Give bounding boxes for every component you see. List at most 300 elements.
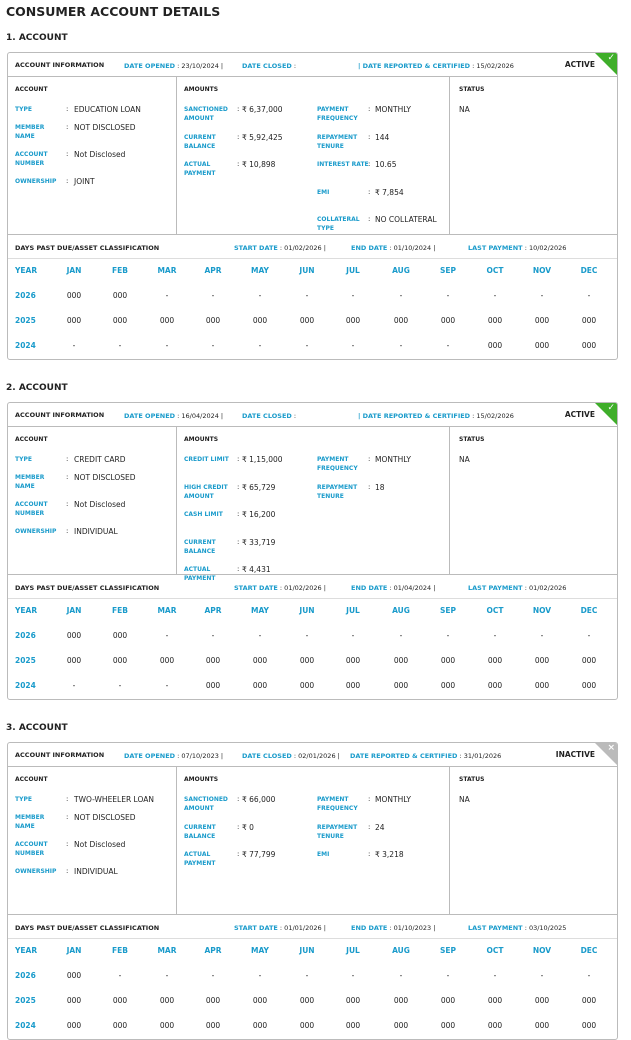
dpd-cell: 000 bbox=[159, 1021, 175, 1030]
dpd-cell: - bbox=[165, 681, 169, 690]
amounts-column-heading: AMOUNTS bbox=[184, 86, 219, 93]
dpd-cell: 000 bbox=[252, 681, 268, 690]
amount-field-value: ₹ 10,898 bbox=[242, 160, 276, 169]
dpd-cell: 000 bbox=[534, 341, 550, 350]
dpd-cell: 000 bbox=[252, 1021, 268, 1030]
dpd-row bbox=[8, 309, 617, 334]
dpd-row bbox=[8, 964, 617, 989]
status-value: NA bbox=[459, 795, 470, 804]
dpd-cell: 000 bbox=[299, 681, 315, 690]
dpd-cell: - bbox=[493, 971, 497, 980]
last-payment-value: : 03/10/2025 bbox=[522, 924, 567, 932]
colon: : bbox=[66, 500, 69, 508]
status-value: NA bbox=[459, 105, 470, 114]
colon: : bbox=[66, 150, 69, 158]
month-heading: NOV bbox=[532, 946, 552, 955]
dpd-cell: 000 bbox=[112, 316, 128, 325]
account-field-value: INDIVIDUAL bbox=[74, 867, 118, 876]
amount-field-value: ₹ 65,729 bbox=[242, 482, 276, 492]
amount-field-label: CURRENT BALANCE bbox=[184, 133, 216, 150]
dpd-cell: 000 bbox=[487, 681, 503, 690]
dpd-row bbox=[8, 624, 617, 649]
section-title: 1. ACCOUNT bbox=[6, 33, 68, 43]
amount-field-label: INTEREST RATE bbox=[317, 161, 369, 168]
dpd-cell: - bbox=[587, 971, 591, 980]
dpd-row bbox=[8, 284, 617, 309]
dpd-year: 2026 bbox=[15, 971, 36, 980]
account-field-label: ACCOUNT NUMBER bbox=[15, 501, 48, 517]
date-opened-label: DATE OPENED bbox=[124, 412, 176, 420]
dpd-cell: - bbox=[351, 341, 355, 350]
dpd-start-date bbox=[234, 924, 326, 932]
dpd-cell: 000 bbox=[66, 971, 82, 980]
amount-field-label: HIGH CREDIT AMOUNT bbox=[184, 483, 228, 500]
date-opened bbox=[124, 62, 223, 70]
dpd-year: 2025 bbox=[15, 656, 36, 665]
amount-field-value: MONTHLY bbox=[375, 455, 411, 464]
dpd-title: DAYS PAST DUE/ASSET CLASSIFICATION bbox=[15, 924, 160, 932]
dpd-cell: 000 bbox=[252, 656, 268, 665]
dpd-cell: 000 bbox=[252, 316, 268, 325]
status-column-heading: STATUS bbox=[459, 776, 485, 783]
last-payment-value: : 01/02/2026 bbox=[522, 584, 567, 592]
month-heading: AUG bbox=[392, 266, 410, 275]
colon: : bbox=[368, 455, 371, 463]
amount-field-label: COLLATERAL TYPE bbox=[317, 216, 360, 232]
month-heading: FEB bbox=[112, 946, 128, 955]
dpd-cell: 000 bbox=[66, 656, 82, 665]
account-field-value: NOT DISCLOSED bbox=[74, 473, 136, 482]
colon: : bbox=[66, 123, 69, 131]
amount-field-value: ₹ 33,719 bbox=[242, 537, 276, 547]
colon: : bbox=[237, 105, 240, 113]
dpd-cell: - bbox=[118, 341, 122, 350]
month-heading: MAR bbox=[157, 606, 177, 615]
month-heading: JAN bbox=[66, 946, 82, 955]
date-opened-value: : 16/04/2024 | bbox=[175, 412, 224, 420]
dpd-cell: 000 bbox=[393, 1021, 409, 1030]
amount-field-label: CREDIT LIMIT bbox=[184, 456, 229, 463]
last-payment-label: LAST PAYMENT bbox=[468, 584, 523, 592]
dpd-cell: - bbox=[446, 631, 450, 640]
end-date-value: : 01/10/2023 | bbox=[387, 924, 436, 932]
dpd-cell: 000 bbox=[252, 996, 268, 1005]
date-reported-value: : 15/02/2026 bbox=[470, 62, 514, 70]
divider bbox=[449, 767, 450, 914]
colon: : bbox=[368, 482, 371, 491]
dpd-cell: 000 bbox=[345, 1021, 361, 1030]
dpd-cell: 000 bbox=[534, 656, 550, 665]
date-reported bbox=[350, 752, 501, 760]
end-date-label: END DATE bbox=[351, 924, 388, 932]
colon: : bbox=[368, 850, 371, 858]
colon: : bbox=[66, 840, 69, 848]
colon: : bbox=[66, 455, 69, 463]
amount-field-label: CURRENT BALANCE bbox=[184, 823, 216, 840]
dpd-cell: 000 bbox=[581, 316, 597, 325]
dpd-cell: - bbox=[587, 631, 591, 640]
date-reported-value: : 15/02/2026 bbox=[470, 412, 514, 420]
dpd-cell: - bbox=[399, 291, 403, 300]
amount-field-value: ₹ 16,200 bbox=[242, 510, 276, 519]
date-opened bbox=[124, 412, 223, 420]
amount-field-label: CURRENT BALANCE bbox=[184, 538, 216, 555]
dpd-cell: - bbox=[399, 631, 403, 640]
dpd-cell: 000 bbox=[112, 656, 128, 665]
dpd-cell: 000 bbox=[487, 1021, 503, 1030]
dpd-cell: - bbox=[540, 631, 544, 640]
amount-field-value: ₹ 7,854 bbox=[375, 187, 404, 197]
dpd-year: 2024 bbox=[15, 341, 36, 350]
amounts-column-heading: AMOUNTS bbox=[184, 776, 219, 783]
account-field-value: Not Disclosed bbox=[74, 840, 126, 849]
dpd-cell: 000 bbox=[440, 656, 456, 665]
divider bbox=[176, 427, 177, 574]
amount-field-value: ₹ 3,218 bbox=[375, 850, 404, 859]
amount-field-label: CASH LIMIT bbox=[184, 511, 223, 518]
account-field-label: OWNERSHIP bbox=[15, 868, 57, 875]
dpd-cell: 000 bbox=[440, 681, 456, 690]
dpd-cell: 000 bbox=[440, 316, 456, 325]
dpd-cell: 000 bbox=[66, 996, 82, 1005]
dpd-cell: - bbox=[258, 341, 262, 350]
month-heading: JUN bbox=[299, 266, 315, 275]
month-heading: JAN bbox=[66, 266, 82, 275]
month-heading: SEP bbox=[439, 606, 457, 615]
month-heading: JUL bbox=[346, 266, 360, 275]
dpd-cell: 000 bbox=[393, 656, 409, 665]
amount-field-label: EMI bbox=[317, 188, 330, 196]
month-heading: SEP bbox=[439, 266, 457, 275]
dpd-cell: 000 bbox=[487, 341, 503, 350]
dpd-row bbox=[8, 649, 617, 674]
account-information-label: ACCOUNT INFORMATION bbox=[15, 61, 105, 69]
dpd-header bbox=[8, 915, 617, 939]
start-date-label: START DATE bbox=[234, 244, 278, 252]
dpd-row bbox=[8, 989, 617, 1014]
amount-field-value: ₹ 77,799 bbox=[242, 850, 276, 859]
end-date-label: END DATE bbox=[351, 584, 388, 592]
dpd-cell: 000 bbox=[581, 656, 597, 665]
account-field-value: INDIVIDUAL bbox=[74, 527, 118, 536]
dpd-cell: - bbox=[165, 341, 169, 350]
date-closed-label: DATE CLOSED bbox=[242, 62, 292, 70]
colon: : bbox=[237, 795, 240, 803]
dpd-header bbox=[8, 235, 617, 259]
dpd-cell: - bbox=[399, 971, 403, 980]
dpd-cell: 000 bbox=[487, 656, 503, 665]
colon: : bbox=[66, 105, 69, 113]
amount-field-value: ₹ 5,92,425 bbox=[242, 132, 283, 142]
colon: : bbox=[66, 527, 69, 535]
amount-field-label: REPAYMENT TENURE bbox=[317, 133, 358, 150]
end-date-value: : 01/10/2024 | bbox=[387, 244, 436, 252]
dpd-cell: - bbox=[118, 971, 122, 980]
dpd-row bbox=[8, 1014, 617, 1039]
month-heading: JAN bbox=[66, 606, 82, 615]
dpd-cell: - bbox=[540, 971, 544, 980]
start-date-label: START DATE bbox=[234, 924, 278, 932]
start-date-value: : 01/01/2026 | bbox=[277, 924, 326, 932]
colon: : bbox=[237, 160, 240, 168]
month-heading: FEB bbox=[112, 606, 128, 615]
divider bbox=[449, 427, 450, 574]
amount-field-label: PAYMENT FREQUENCY bbox=[317, 456, 358, 472]
month-heading: MAY bbox=[251, 266, 269, 275]
dpd-cell: - bbox=[211, 341, 215, 350]
account-field-value: NOT DISCLOSED bbox=[74, 123, 136, 132]
amount-field-label: SANCTIONED AMOUNT bbox=[184, 796, 228, 812]
amount-field-label: PAYMENT FREQUENCY bbox=[317, 796, 358, 812]
date-opened-label: DATE OPENED bbox=[124, 62, 176, 70]
dpd-cell: - bbox=[446, 341, 450, 350]
dpd-cell: 000 bbox=[487, 316, 503, 325]
account-field-label: TYPE bbox=[15, 106, 32, 113]
dpd-cell: - bbox=[165, 291, 169, 300]
status-column-heading: STATUS bbox=[459, 436, 485, 443]
month-heading: AUG bbox=[392, 606, 410, 615]
dpd-cell: 000 bbox=[299, 996, 315, 1005]
dpd-cell: - bbox=[118, 681, 122, 690]
dpd-grid-header bbox=[8, 599, 617, 624]
dpd-cell: - bbox=[587, 291, 591, 300]
account-field-label: TYPE bbox=[15, 456, 32, 463]
dpd-cell: - bbox=[305, 971, 309, 980]
colon: : bbox=[368, 160, 371, 168]
amount-field-value: MONTHLY bbox=[375, 795, 411, 804]
account-field-value: JOINT bbox=[74, 177, 95, 186]
colon: : bbox=[237, 455, 240, 463]
amount-field-value: MONTHLY bbox=[375, 105, 411, 114]
dpd-title: DAYS PAST DUE/ASSET CLASSIFICATION bbox=[15, 584, 160, 592]
dpd-year: 2025 bbox=[15, 996, 36, 1005]
dpd-cell: 000 bbox=[66, 316, 82, 325]
account-field-value: TWO-WHEELER LOAN bbox=[74, 795, 154, 804]
account-column-heading: ACCOUNT bbox=[15, 86, 48, 93]
dpd-cell: 000 bbox=[205, 681, 221, 690]
amount-field-value: ₹ 66,000 bbox=[242, 795, 276, 804]
colon: : bbox=[237, 510, 240, 518]
dpd-cell: 000 bbox=[534, 1021, 550, 1030]
account-column-heading: ACCOUNT bbox=[15, 776, 48, 783]
dpd-cell: 000 bbox=[393, 996, 409, 1005]
dpd-year: 2024 bbox=[15, 681, 36, 690]
colon: : bbox=[237, 537, 240, 546]
dpd-cell: 000 bbox=[534, 316, 550, 325]
month-heading: MAY bbox=[251, 606, 269, 615]
account-details bbox=[8, 427, 617, 582]
year-heading: YEAR bbox=[15, 606, 38, 615]
account-card-header bbox=[8, 53, 617, 77]
date-opened-value: : 07/10/2023 | bbox=[175, 752, 224, 760]
start-date-value: : 01/02/2026 | bbox=[277, 244, 326, 252]
dpd-last-payment bbox=[468, 244, 566, 252]
dpd-cell: 000 bbox=[440, 1021, 456, 1030]
dpd-year: 2026 bbox=[15, 631, 36, 640]
account-card bbox=[7, 742, 618, 1040]
account-field-label: TYPE bbox=[15, 796, 32, 803]
divider bbox=[176, 767, 177, 914]
month-heading: FEB bbox=[112, 266, 128, 275]
account-field-label: MEMBER NAME bbox=[15, 814, 45, 830]
check-icon: ✓ bbox=[607, 53, 615, 63]
amount-field-label: REPAYMENT TENURE bbox=[317, 483, 358, 500]
dpd-cell: 000 bbox=[159, 316, 175, 325]
colon: : bbox=[66, 867, 69, 875]
dpd-last-payment bbox=[468, 584, 566, 592]
dpd-row bbox=[8, 334, 617, 359]
dpd-cell: - bbox=[211, 971, 215, 980]
last-payment-value: : 10/02/2026 bbox=[522, 244, 567, 252]
dpd-cell: 000 bbox=[112, 1021, 128, 1030]
dpd-cell: 000 bbox=[345, 316, 361, 325]
amount-field-value: 144 bbox=[375, 132, 390, 142]
colon: : bbox=[368, 132, 371, 141]
month-heading: JUL bbox=[346, 946, 360, 955]
dpd-cell: - bbox=[446, 291, 450, 300]
dpd-cell: 000 bbox=[66, 631, 82, 640]
end-date-value: : 01/04/2024 | bbox=[387, 584, 436, 592]
dpd-cell: 000 bbox=[581, 341, 597, 350]
page-title: CONSUMER ACCOUNT DETAILS bbox=[6, 4, 221, 19]
account-details bbox=[8, 767, 617, 915]
dpd-cell: 000 bbox=[581, 681, 597, 690]
date-closed-label: DATE CLOSED bbox=[242, 752, 292, 760]
account-field-value: CREDIT CARD bbox=[74, 455, 126, 464]
month-heading: APR bbox=[204, 266, 222, 275]
dpd-header bbox=[8, 575, 617, 599]
month-heading: DEC bbox=[580, 266, 598, 275]
dpd-year: 2025 bbox=[15, 316, 36, 325]
end-date-label: END DATE bbox=[351, 244, 388, 252]
date-closed bbox=[242, 62, 296, 70]
date-reported bbox=[358, 412, 514, 420]
dpd-cell: 000 bbox=[205, 996, 221, 1005]
month-heading: APR bbox=[204, 606, 222, 615]
start-date-label: START DATE bbox=[234, 584, 278, 592]
last-payment-label: LAST PAYMENT bbox=[468, 244, 523, 252]
section-title: 2. ACCOUNT bbox=[6, 383, 68, 393]
month-heading: AUG bbox=[392, 946, 410, 955]
dpd-cell: 000 bbox=[534, 681, 550, 690]
status-column-heading: STATUS bbox=[459, 86, 485, 93]
colon: : bbox=[368, 795, 371, 803]
amount-field-label: ACTUAL PAYMENT bbox=[184, 161, 216, 177]
account-field-value: Not Disclosed bbox=[74, 500, 126, 509]
dpd-cell: - bbox=[351, 631, 355, 640]
colon: : bbox=[66, 177, 69, 185]
colon: : bbox=[237, 482, 240, 491]
dpd-cell: - bbox=[305, 631, 309, 640]
month-heading: DEC bbox=[580, 606, 598, 615]
dpd-cell: 000 bbox=[345, 656, 361, 665]
account-details bbox=[8, 77, 617, 235]
dpd-year: 2026 bbox=[15, 291, 36, 300]
month-heading: OCT bbox=[486, 606, 504, 615]
start-date-value: : 01/02/2026 | bbox=[277, 584, 326, 592]
dpd-title: DAYS PAST DUE/ASSET CLASSIFICATION bbox=[15, 244, 160, 252]
dpd-cell: 000 bbox=[205, 656, 221, 665]
dpd-cell: - bbox=[305, 291, 309, 300]
colon: : bbox=[368, 822, 371, 831]
dpd-cell: - bbox=[211, 291, 215, 300]
status-badge: ACTIVE bbox=[564, 60, 595, 69]
amount-field-value: NO COLLATERAL bbox=[375, 215, 437, 224]
dpd-cell: 000 bbox=[345, 996, 361, 1005]
account-field-value: Not Disclosed bbox=[74, 150, 126, 159]
amount-field-label: PAYMENT FREQUENCY bbox=[317, 106, 358, 122]
dpd-row bbox=[8, 674, 617, 699]
amount-field-label: ACTUAL PAYMENT bbox=[184, 851, 216, 867]
date-reported-label: DATE REPORTED & CERTIFIED bbox=[350, 752, 458, 760]
dpd-end-date bbox=[351, 244, 435, 252]
dpd-cell: - bbox=[72, 341, 76, 350]
month-heading: JUL bbox=[346, 606, 360, 615]
dpd-cell: 000 bbox=[299, 1021, 315, 1030]
dpd-cell: 000 bbox=[393, 316, 409, 325]
date-closed-value: : bbox=[291, 412, 297, 420]
year-heading: YEAR bbox=[15, 266, 38, 275]
dpd-cell: - bbox=[493, 631, 497, 640]
colon: : bbox=[66, 795, 69, 803]
amount-field-value: ₹ 4,431 bbox=[242, 565, 271, 574]
dpd-cell: 000 bbox=[393, 681, 409, 690]
amount-field-label: SANCTIONED AMOUNT bbox=[184, 106, 228, 122]
date-opened bbox=[124, 752, 223, 760]
date-reported-value: : 31/01/2026 bbox=[457, 752, 502, 760]
account-information-label: ACCOUNT INFORMATION bbox=[15, 751, 105, 759]
dpd-cell: 000 bbox=[345, 681, 361, 690]
date-closed bbox=[242, 412, 296, 420]
section-title: 3. ACCOUNT bbox=[6, 723, 68, 733]
dpd-cell: 000 bbox=[487, 996, 503, 1005]
last-payment-label: LAST PAYMENT bbox=[468, 924, 523, 932]
account-column-heading: ACCOUNT bbox=[15, 436, 48, 443]
amount-field-value: 24 bbox=[375, 822, 385, 832]
dpd-end-date bbox=[351, 584, 435, 592]
month-heading: APR bbox=[204, 946, 222, 955]
month-heading: DEC bbox=[580, 946, 598, 955]
dpd-year: 2024 bbox=[15, 1021, 36, 1030]
status-badge: INACTIVE bbox=[555, 750, 595, 759]
colon: : bbox=[368, 105, 371, 113]
check-icon: ✓ bbox=[607, 403, 615, 413]
colon: : bbox=[368, 187, 371, 196]
colon: : bbox=[237, 822, 240, 831]
account-field-label: OWNERSHIP bbox=[15, 178, 57, 185]
dpd-cell: - bbox=[211, 631, 215, 640]
account-field-label: ACCOUNT NUMBER bbox=[15, 841, 48, 857]
dpd-cell: 000 bbox=[205, 316, 221, 325]
close-icon: × bbox=[607, 743, 615, 753]
dpd-cell: 000 bbox=[66, 1021, 82, 1030]
month-heading: JUN bbox=[299, 606, 315, 615]
dpd-cell: 000 bbox=[66, 291, 82, 300]
dpd-grid-header bbox=[8, 259, 617, 284]
amount-field-value: 18 bbox=[375, 482, 385, 492]
amount-field-value: 10.65 bbox=[375, 160, 397, 169]
account-card-header bbox=[8, 743, 617, 767]
dpd-cell: - bbox=[258, 291, 262, 300]
dpd-cell: - bbox=[165, 971, 169, 980]
colon: : bbox=[66, 813, 69, 821]
dpd-cell: - bbox=[258, 631, 262, 640]
date-opened-label: DATE OPENED bbox=[124, 752, 176, 760]
dpd-cell: 000 bbox=[159, 996, 175, 1005]
account-field-label: MEMBER NAME bbox=[15, 474, 45, 490]
month-heading: MAY bbox=[251, 946, 269, 955]
date-reported-label: | DATE REPORTED & CERTIFIED bbox=[358, 62, 471, 70]
